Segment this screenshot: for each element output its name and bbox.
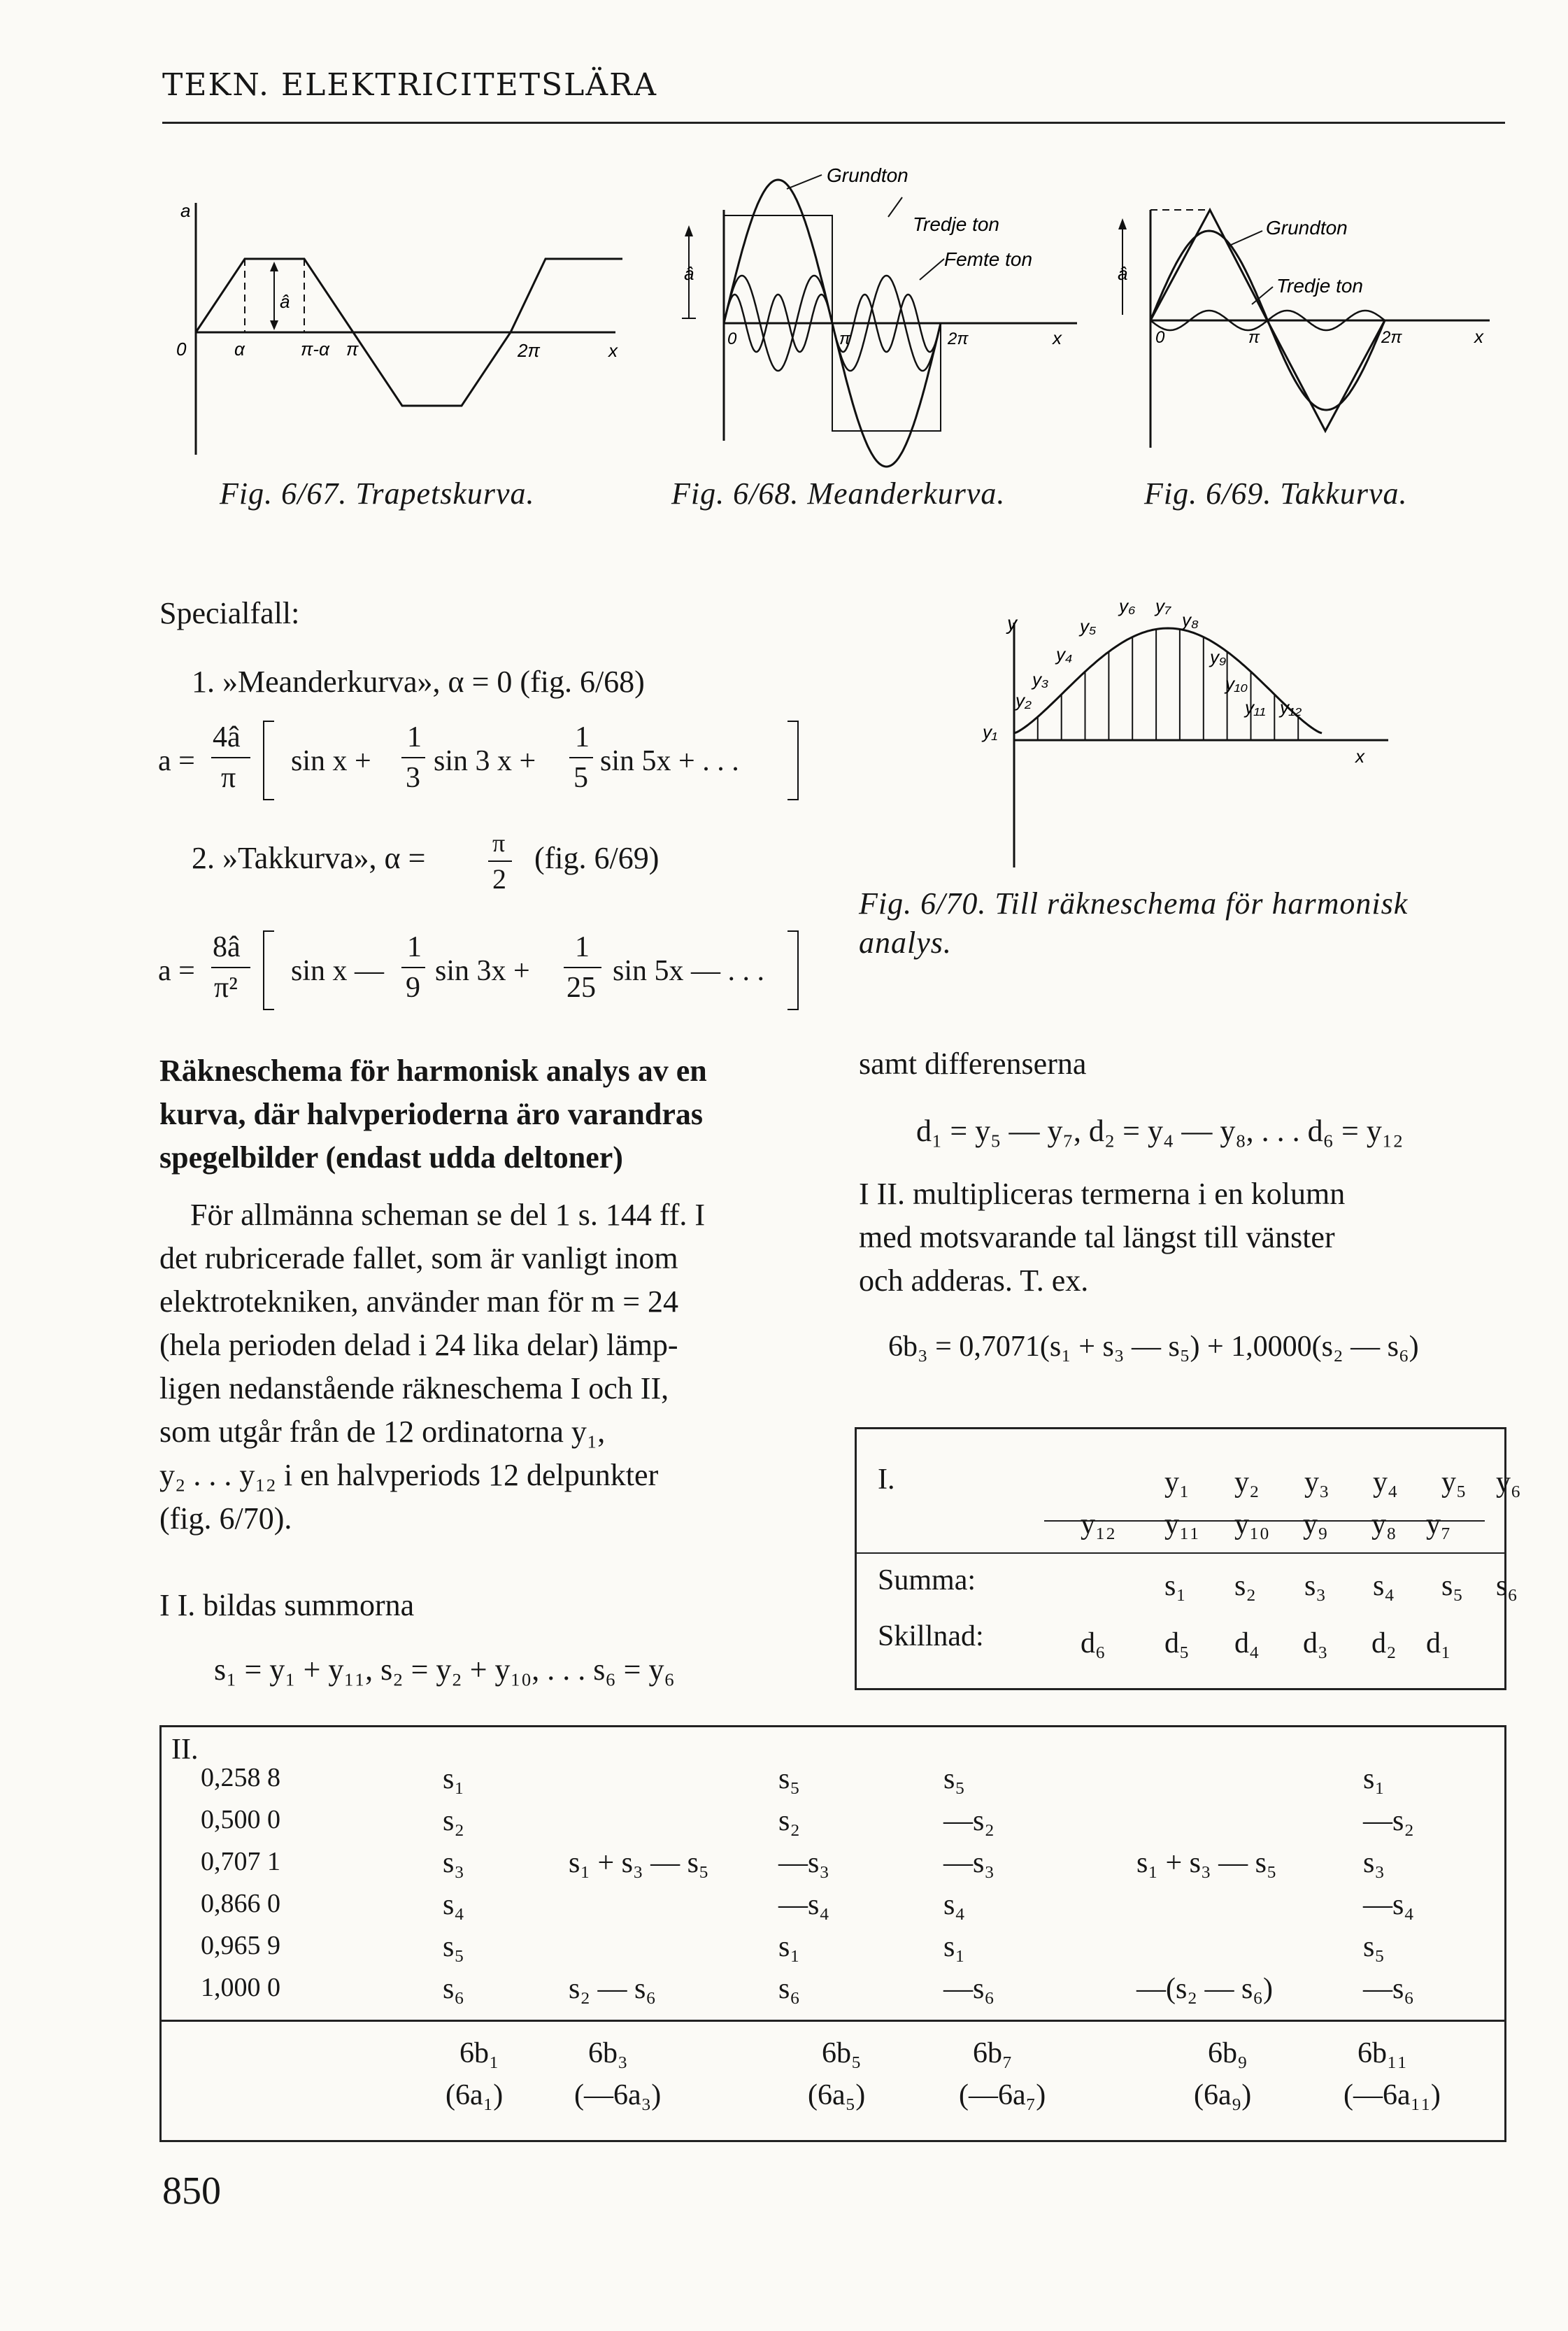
table-one-row1-cell: y₄ [1373, 1466, 1398, 1498]
table-one-summa-cell: s₆ [1496, 1570, 1518, 1602]
figure-6-70-caption: Fig. 6/70. Till räkneschema för harmonisk analys. [859, 886, 1409, 960]
eq1-f2-den: 5 [573, 762, 588, 794]
table-two-coefficient: 0,258 8 [201, 1763, 280, 1792]
fig70-y7-label: y₇ [1155, 595, 1171, 616]
table-one-row2-cell: y₈ [1371, 1508, 1397, 1540]
eq1-lhs: a = [158, 745, 195, 777]
table-two-coefficient: 0,965 9 [201, 1931, 280, 1960]
figure-6-70 [979, 595, 1399, 874]
table-two-label: II. [171, 1734, 199, 1766]
table-two-cell: s₁ [943, 1931, 965, 1963]
table-one-row2-cell: y₉ [1303, 1508, 1328, 1540]
eq1-f1-den: 3 [406, 762, 420, 794]
table-two-cell: s₅ [943, 1763, 965, 1795]
table-one-row1-cell: y₃ [1304, 1466, 1330, 1498]
table-one-row1-cell: y₂ [1234, 1466, 1260, 1498]
eq2-f1-den: 9 [406, 972, 420, 1004]
table-two-cell: s₁ [1363, 1763, 1385, 1795]
table-two-cell: s₂ — s₆ [569, 1973, 656, 2005]
fig70-y11-label: y₁₁ [1245, 697, 1266, 718]
table-two-footer-b: 6b₁ [459, 2037, 499, 2069]
fig67-a-label: a [180, 200, 191, 221]
eq1-coef-num: 4â [213, 721, 241, 753]
table-one-summa-cell: s₅ [1441, 1570, 1463, 1602]
fig67-x-label: x [608, 340, 618, 361]
table-two-footer-b: 6b₇ [973, 2037, 1013, 2069]
table-two-cell: s₁ [443, 1763, 464, 1795]
table-two-footer-a: (—6a₇) [959, 2079, 1046, 2111]
scheme-table-one [855, 1427, 1521, 1690]
table-two-coefficient: 0,500 0 [201, 1805, 280, 1834]
table-two-cell: s₁ + s₃ — s₅ [569, 1847, 709, 1879]
step-two-text: I II. multipliceras termerna i en kolumn med motsvarande tal längst till vänster och adderas. T. ex. [859, 1177, 1346, 1298]
fig68-2pi-label: 2π [948, 330, 969, 348]
fig68-x-label: x [1053, 327, 1062, 348]
fig70-y8-label: y₈ [1182, 609, 1199, 630]
table-two-footer-b: 6b₃ [588, 2037, 628, 2069]
table-one-skillnad-cell: d₅ [1164, 1627, 1190, 1659]
table-two-cell: —(s₂ — s₆) [1136, 1973, 1273, 2005]
table-two-cell: s₂ [778, 1805, 800, 1837]
fig67-alpha-label: α [234, 339, 245, 360]
table-one-summa-cell: s₂ [1234, 1570, 1256, 1602]
fig70-y10-label: y₁₀ [1225, 673, 1248, 694]
table-one-skillnad-cell: d₂ [1371, 1627, 1397, 1659]
section-heading: Räkneschema för harmonisk analys av en kurva, där halvperioderna äro varandras spegelbilder (endast udda deltoner) [159, 1054, 707, 1175]
table-two-footer-a: (6a₅) [808, 2079, 866, 2111]
figure-6-69-caption: Fig. 6/69. Takkurva. [1144, 476, 1408, 511]
table-two-cell: s₆ [443, 1973, 464, 2005]
table-one-skillnad-cell: d₃ [1303, 1627, 1328, 1659]
table-two-cell: s₁ + s₃ — s₅ [1136, 1847, 1277, 1879]
table-two-footer-a: (6a₁) [446, 2079, 504, 2111]
equation-takkurva [158, 930, 822, 1014]
table-one-row2-cell: y₁₀ [1234, 1508, 1270, 1540]
differences-equation: d₁ = y₅ — y₇, d₂ = y₄ — y₈, . . . d₆ = y₁₂ [916, 1114, 1404, 1148]
skillnad-label: Skillnad: [878, 1620, 984, 1652]
fig67-pi-label: π [346, 339, 359, 360]
fig69-ahat-label: â [1118, 263, 1128, 284]
table-two-coefficient: 0,866 0 [201, 1889, 280, 1918]
fig70-y6-label: y₆ [1119, 595, 1136, 616]
table-two-cell: s₅ [443, 1931, 464, 1963]
fig69-grundton-label: Grundton [1266, 217, 1348, 239]
fig70-y3-label: y₃ [1032, 669, 1049, 690]
fig69-tredje-label: Tredje ton [1276, 275, 1363, 297]
table-two-cell: s₆ [778, 1973, 800, 2005]
equation-meander [158, 721, 822, 805]
table-one-row2-cell: y₁₁ [1164, 1508, 1200, 1540]
table-two-cell: —s₃ [778, 1847, 829, 1879]
page-number: 850 [162, 2169, 221, 2213]
table-two-cell: —s₄ [1363, 1889, 1414, 1921]
eq1-term3: sin 5x + . . . [600, 745, 739, 777]
eq1-term1: sin x + [291, 745, 371, 777]
eq2-f1-num: 1 [407, 931, 422, 963]
table-one-summa-cell: s₃ [1304, 1570, 1326, 1602]
table-two-cell: s₃ [1363, 1847, 1385, 1879]
fig70-y2-label: y₂ [1015, 690, 1032, 711]
table-two-cell: s₄ [443, 1889, 464, 1921]
table-two-cell: —s₂ [1363, 1805, 1414, 1837]
fig70-y5-label: y₅ [1080, 616, 1097, 637]
eq2-term1: sin x — [291, 955, 385, 987]
table-two-cell: s₄ [943, 1889, 965, 1921]
samt-text: samt differenserna [859, 1047, 1087, 1081]
table-two-cell: —s₂ [943, 1805, 995, 1837]
scheme-table-two [159, 1725, 1506, 2142]
table-one-summa-cell: s₄ [1373, 1570, 1395, 1602]
table-two-cell: s₃ [443, 1847, 464, 1879]
table-one-row1-cell: y₁ [1164, 1466, 1190, 1498]
fig69-2pi-label: 2π [1381, 328, 1402, 347]
table-two-coefficient: 0,707 1 [201, 1847, 280, 1876]
figure-6-69 [1105, 189, 1511, 469]
eq2-f2-den: 25 [566, 972, 596, 1004]
eq1-term2: sin 3 x + [434, 745, 536, 777]
fig70-y-label: y [1007, 612, 1017, 634]
eq2-term2: sin 3x + [435, 955, 530, 987]
fig68-ahat-label: â [684, 263, 694, 284]
figure-6-68 [671, 161, 1091, 476]
fig68-femte-label: Femte ton [944, 248, 1033, 270]
fig69-zero-label: 0 [1155, 328, 1165, 347]
table-two-footer-a: (6a₉) [1194, 2079, 1252, 2111]
table-two-footer-b: 6b₁₁ [1357, 2037, 1408, 2069]
figure-6-67 [168, 189, 629, 469]
fig70-y1-label: y₁ [983, 721, 998, 742]
fig68-grundton-label: Grundton [827, 164, 908, 186]
table-one-skillnad-cell: d₆ [1081, 1627, 1106, 1659]
header-rule [162, 122, 1505, 124]
table-two-footer-b: 6b₉ [1208, 2037, 1248, 2069]
table-one-summa-cell: s₁ [1164, 1570, 1186, 1602]
table-two-cell: s₅ [778, 1763, 800, 1795]
fig68-tredje-label: Tredje ton [913, 213, 999, 235]
table-two-cell: —s₃ [943, 1847, 995, 1879]
eq2-coef-den: π² [214, 972, 238, 1004]
table-two-footer-b: 6b₅ [822, 2037, 862, 2069]
intro-paragraph: För allmänna scheman se del 1 s. 144 ff. I det rubricerade fallet, som är vanligt inom elektrotekniken, använder man för m = 24 (hela perioden delad i 24 lika delar) lämp- ligen nedanstående räkneschema I och II, som utgår från de 12 ordinatorna y₁, y₂ . . . y₁₂ i en halvperiods 12 delpunkter (fig. 6/70). [159, 1198, 706, 1536]
table-one-skillnad-cell: d₁ [1426, 1627, 1451, 1659]
eq1-coef-den: π [221, 762, 236, 794]
specialfall-heading: Specialfall: [159, 596, 300, 630]
example-equation: 6b₃ = 0,7071(s₁ + s₃ — s₅) + 1,0000(s₂ — s₆) [888, 1331, 1419, 1363]
eq2-term3: sin 5x — . . . [613, 955, 765, 987]
figure-6-68-caption: Fig. 6/68. Meanderkurva. [671, 476, 1006, 511]
fig70-y9-label: y₉ [1210, 646, 1227, 667]
table-two-coefficient: 1,000 0 [201, 1973, 280, 2002]
figure-6-67-caption: Fig. 6/67. Trapetskurva. [220, 476, 535, 511]
fig70-x-label: x [1355, 746, 1364, 767]
table-two-cell: s₅ [1363, 1931, 1385, 1963]
table-one-row1-cell: y₆ [1496, 1466, 1521, 1498]
table-two-cell: —s₆ [943, 1973, 995, 2005]
sums-equation: s₁ = y₁ + y₁₁, s₂ = y₂ + y₁₀, . . . s₆ = y₆ [214, 1652, 675, 1687]
eq1-f1-num: 1 [407, 721, 422, 753]
fig67-ahat-label: â [280, 291, 290, 312]
table-two-footer-a: (—6a₁₁) [1344, 2079, 1441, 2111]
eq2-lhs: a = [158, 955, 195, 987]
fig68-zero-label: 0 [727, 330, 737, 348]
fig69-x-label: x [1474, 326, 1483, 347]
fig69-pi-label: π [1248, 328, 1260, 347]
table-one-label: I. [878, 1464, 895, 1496]
table-two-cell: s₁ [778, 1931, 800, 1963]
step-one-text: I I. bildas summorna [159, 1588, 415, 1622]
eq1-f2-num: 1 [575, 721, 590, 753]
table-two-footer-a: (—6a₃) [574, 2079, 662, 2111]
running-header: TEKN. ELEKTRICITETSLÄRA [162, 67, 658, 103]
fig70-y12-label: y₁₂ [1280, 697, 1302, 718]
fig68-pi-label: π [839, 330, 851, 348]
case2-label: 2. »Takkurva», α = π 2 (fig. 6/69) [192, 829, 660, 895]
fig67-pi-alpha-label: π-α [301, 339, 329, 360]
eq2-coef-num: 8â [213, 931, 241, 963]
table-one-skillnad-cell: d₄ [1234, 1627, 1260, 1659]
summa-label: Summa: [878, 1564, 976, 1596]
table-two-cell: s₂ [443, 1805, 464, 1837]
table-one-row1-cell: y₅ [1441, 1466, 1467, 1498]
table-two-cell: —s₆ [1363, 1973, 1414, 2005]
eq2-f2-num: 1 [575, 931, 590, 963]
table-one-row2-cell: y₁₂ [1081, 1508, 1116, 1540]
table-two-cell: —s₄ [778, 1889, 829, 1921]
table-one-row2-cell: y₇ [1426, 1508, 1451, 1540]
fig67-zero-label: 0 [176, 339, 187, 360]
fig67-2pi-label: 2π [518, 340, 540, 361]
case1-label: 1. »Meanderkurva», α = 0 (fig. 6/68) [192, 665, 645, 699]
fig70-y4-label: y₄ [1056, 644, 1073, 665]
